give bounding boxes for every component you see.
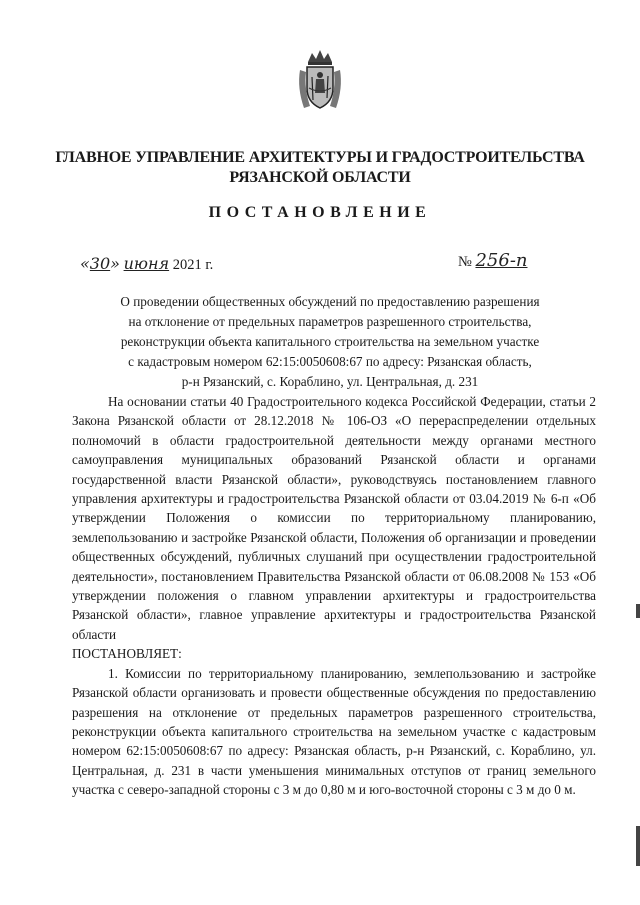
- agency-line-2: РЯЗАНСКОЙ ОБЛАСТИ: [229, 169, 411, 186]
- date-day: 30: [89, 254, 111, 273]
- item-1-paragraph: 1. Комиссии по территориальному планированию, землепользованию и застройке Рязанской области организовать и провести общественные обсуждения по предоставлению разрешения на отклонение от предельных параметров разрешенного строительства, реконструкции объекта капитального строительства на земельном участке с кадастровым номером 62:15:0050608:67 по адресу: Рязанская область, р-н Рязанский, с. Кораблино, ул. Центральная, д. 231 в части уменьшения минимальных отступов от границ земельного участка с северо-западной стороны с 3 м до 0,80 м и юго-восточной стороны с 3 м до 0 м.: [72, 665, 596, 798]
- scan-edge-mark: [636, 604, 640, 618]
- document-number: [458, 250, 528, 271]
- decree-heading: ПОСТАНОВЛЯЕТ:: [72, 646, 182, 662]
- preamble-paragraph: На основании статьи 40 Градостроительного кодекса Российской Федерации, статьи 2 Закона Рязанской области от 28.12.2018 № 106-ОЗ «О перераспределении отдельных полномочий в области градостроительной деятельности между органами местного самоуправления муниципальных образований Рязанской области и органами государственной власти Рязанской области», руководствуясь постановлением главного управления архитектуры и градостроительства Рязанской области от 03.04.2019 № 6-п «Об утверждении Положения о комиссии по территориальному планированию, землепользованию и застройке Рязанской области, Положения об организации и проведении общественных обсуждений, публичных слушаний при осуществлении градостроительной деятельности», постановлением Правительства Рязанской области от 06.08.2008 № 153 «Об утверждении положения о главном управлении архитектуры и градостроительства Рязанской области», главное управление архитектуры и градостроительства Рязанской области: [72, 394, 596, 642]
- subject-line-1: О проведении общественных обсуждений по предоставлению разрешения: [120, 294, 540, 309]
- subject-line-2: на отклонение от предельных параметров разрешенного строительства,: [128, 314, 532, 329]
- date-year: 2021 г.: [172, 257, 214, 273]
- document-date: [80, 254, 213, 274]
- document-subject: [70, 292, 590, 392]
- agency-name: [40, 148, 600, 188]
- document-type: ПОСТАНОВЛЕНИЕ: [208, 204, 432, 221]
- agency-line-1: ГЛАВНОЕ УПРАВЛЕНИЕ АРХИТЕКТУРЫ И ГРАДОСТРОИТЕЛЬСТВА: [55, 149, 585, 166]
- subject-line-4: с кадастровым номером 62:15:0050608:67 по адресу: Рязанская область,: [128, 354, 532, 369]
- number-value: 256-п: [475, 250, 528, 271]
- date-quote-open: «: [80, 254, 90, 273]
- number-label: №: [458, 254, 472, 270]
- coat-of-arms-icon: [296, 48, 344, 114]
- document-body: [72, 392, 596, 800]
- subject-line-5: р-н Рязанский, с. Кораблино, ул. Центральная, д. 231: [181, 374, 479, 389]
- date-month: июня: [123, 254, 170, 273]
- subject-line-3: реконструкции объекта капитального строительства на земельном участке: [120, 334, 540, 349]
- date-quote-close: »: [110, 254, 120, 273]
- scan-edge-mark: [636, 826, 640, 866]
